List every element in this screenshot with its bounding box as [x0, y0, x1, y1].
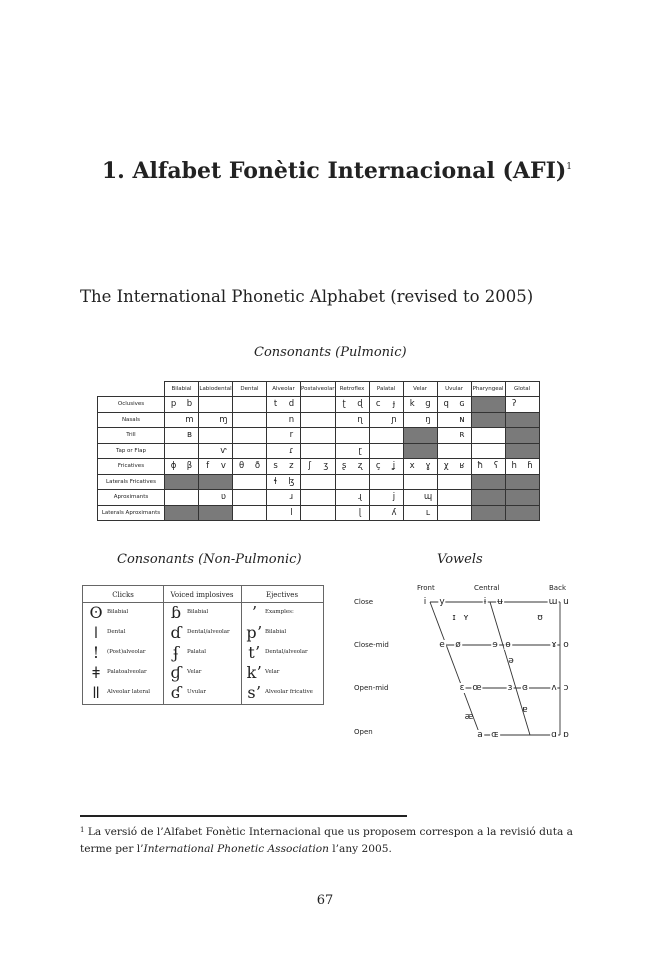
pulmonic-row-label: Laterals Aproximants [98, 505, 165, 521]
consonant-cell [335, 505, 369, 521]
impossible-articulation-cell [471, 397, 505, 413]
nonpulmonic-label: Bilabial [265, 629, 287, 635]
consonant-cell [199, 412, 233, 428]
consonant-symbol: ɮ [288, 476, 295, 487]
nonpulmonic-column [83, 586, 164, 704]
consonant-symbol: ɱ [219, 414, 228, 425]
consonant-symbol: ɲ [391, 414, 397, 425]
impossible-articulation-cell [471, 505, 505, 521]
footnote-text-end: l’any 2005. [328, 843, 392, 855]
chapter-footnote-mark: 1 [566, 162, 572, 172]
consonant-cell [233, 459, 267, 475]
nonpulmonic-symbol: kʼ [246, 663, 262, 682]
nonpulmonic-symbol: ʄ [173, 643, 179, 662]
nonpulmonic-column-header: Clicks [83, 586, 163, 603]
consonant-symbol: k [409, 399, 415, 410]
consonant-cell [267, 505, 301, 521]
pulmonic-row-label: Laterals Fricatives [98, 474, 165, 490]
consonant-symbol: ɬ [273, 476, 278, 487]
nonpulmonic-symbol: ʼ [251, 603, 257, 622]
consonant-cell [267, 412, 301, 428]
consonant-cell [301, 412, 336, 428]
nonpulmonic-column-header: Ejectives [241, 586, 323, 603]
consonant-cell [233, 505, 267, 521]
footnote [80, 824, 573, 858]
nonpulmonic-label: Velar [265, 669, 280, 675]
consonant-cell [437, 428, 471, 444]
pulmonic-row [98, 397, 540, 413]
impossible-articulation-cell [165, 474, 199, 490]
consonant-cell [233, 474, 267, 490]
vowel-chart [350, 580, 580, 740]
consonant-symbol: ɟ [392, 399, 396, 410]
pulmonic-col-header: Retroflex [335, 382, 369, 397]
consonant-symbol: ʐ [357, 461, 363, 472]
consonant-symbol: ʟ [425, 507, 431, 518]
nonpulmonic-symbol: ɠ [170, 663, 182, 682]
consonant-cell [267, 490, 301, 506]
nonpulmonic-label: Bilabial [187, 609, 209, 615]
consonant-cell [369, 397, 403, 413]
nonpulmonic-column-header: Voiced implosives [163, 586, 241, 603]
consonant-cell [301, 428, 336, 444]
consonant-cell [437, 474, 471, 490]
nonpulmonic-row [241, 683, 323, 703]
consonant-cell [437, 490, 471, 506]
consonant-cell [505, 397, 539, 413]
nonpulmonic-symbol: ʛ [170, 683, 182, 702]
consonant-cell [403, 474, 437, 490]
footnote-italic: International Phonetic Association [143, 843, 329, 855]
pulmonic-corner [98, 382, 165, 397]
consonant-symbol: ɣ [425, 461, 431, 472]
nonpulmonic-label: Palatoalveolar [107, 669, 147, 675]
consonant-cell [199, 397, 233, 413]
nonpulmonic-row [163, 623, 241, 643]
consonant-cell [369, 459, 403, 475]
vowel-symbol: ɵ [505, 640, 511, 650]
consonant-symbol: j [392, 492, 396, 503]
consonant-cell [505, 459, 539, 475]
consonant-cell [437, 459, 471, 475]
impossible-articulation-cell [505, 443, 539, 459]
pulmonic-row [98, 505, 540, 521]
consonant-cell [267, 459, 301, 475]
consonant-cell [335, 474, 369, 490]
vowel-symbol: ʊ [537, 613, 543, 623]
nonpulmonic-column [163, 586, 242, 704]
consonant-cell [233, 443, 267, 459]
consonant-cell [199, 428, 233, 444]
consonant-symbol: h [511, 461, 517, 472]
consonant-cell [301, 505, 336, 521]
pulmonic-col-header: Postalveolar [301, 382, 336, 397]
consonant-symbol: ç [375, 461, 381, 472]
vowel-row-close: Close [354, 598, 374, 606]
vowel-symbol: ə [508, 656, 514, 666]
consonant-cell [437, 412, 471, 428]
nonpulmonic-label: (Post)alveolar [107, 649, 146, 655]
consonant-symbol: ʈ [342, 399, 346, 410]
vowel-symbol: ɨ [483, 597, 487, 607]
vowel-symbol: ɔ [563, 683, 569, 693]
consonant-cell [233, 397, 267, 413]
vowel-col-central: Central [474, 584, 500, 592]
consonant-symbol: ɖ [357, 399, 363, 410]
consonant-symbol: θ [238, 461, 245, 472]
impossible-articulation-cell [471, 474, 505, 490]
impossible-articulation-cell [403, 428, 437, 444]
vowel-symbol: ɤ [551, 640, 557, 650]
impossible-articulation-cell [505, 474, 539, 490]
vowel-symbol: ɛ [459, 683, 465, 693]
consonant-cell [199, 490, 233, 506]
consonant-cell [267, 474, 301, 490]
consonant-cell [233, 490, 267, 506]
consonant-symbol: ɢ [459, 399, 465, 410]
pulmonic-row [98, 443, 540, 459]
consonant-symbol: ʙ [186, 430, 192, 441]
nonpulmonic-label: Dental [107, 629, 126, 635]
pulmonic-row [98, 490, 540, 506]
nonpulmonic-label: Bilabial [107, 609, 129, 615]
pulmonic-col-header: Uvular [437, 382, 471, 397]
page-number: 67 [316, 893, 334, 908]
nonpulmonic-row [83, 683, 163, 703]
nonpulmonic-label: Examples: [265, 609, 294, 615]
consonant-cell [335, 397, 369, 413]
consonant-cell [369, 412, 403, 428]
nonpulmonic-label: Velar [187, 669, 202, 675]
consonant-symbol: ʒ [323, 461, 329, 472]
vowel-symbol: ɑ [551, 730, 557, 740]
nonpulmonic-symbol: ʘ [89, 603, 103, 622]
consonant-cell [335, 459, 369, 475]
consonant-symbol: m [185, 414, 194, 425]
consonant-cell [301, 443, 336, 459]
nonpulmonic-row [83, 603, 163, 623]
consonant-cell [199, 443, 233, 459]
consonant-symbol: ʋ [220, 492, 226, 503]
nonpulmonic-row [163, 603, 241, 623]
consonant-symbol: ʂ [341, 461, 347, 472]
consonant-symbol: b [186, 399, 193, 410]
vowel-symbol: ɪ [452, 613, 456, 623]
consonant-symbol: ŋ [425, 414, 431, 425]
impossible-articulation-cell [505, 412, 539, 428]
pulmonic-col-header: Alveolar [267, 382, 301, 397]
consonant-cell [403, 490, 437, 506]
consonant-symbol: ħ [477, 461, 484, 472]
impossible-articulation-cell [505, 428, 539, 444]
consonant-cell [165, 490, 199, 506]
nonpulmonic-label: Dental/alveolar [187, 629, 230, 635]
footnote-mark: 1 [80, 826, 85, 834]
consonant-cell [301, 490, 336, 506]
consonant-symbol: ð [254, 461, 261, 472]
consonant-cell [369, 443, 403, 459]
vowel-symbol: ʌ [551, 683, 557, 693]
consonant-cell [301, 397, 336, 413]
pulmonic-row [98, 412, 540, 428]
vowel-symbol: ɒ [563, 730, 569, 740]
nonpulmonic-row [83, 663, 163, 683]
nonpulmonic-symbol: pʼ [246, 623, 262, 642]
consonant-symbol: q [443, 399, 449, 410]
consonant-symbol: v [220, 461, 226, 472]
consonant-symbol: x [409, 461, 415, 472]
consonant-symbol: χ [443, 461, 449, 472]
consonant-symbol: ɻ [358, 492, 362, 503]
vowel-col-front: Front [417, 584, 435, 592]
consonant-cell [199, 459, 233, 475]
consonant-symbol: n [288, 414, 295, 425]
consonant-cell [437, 397, 471, 413]
nonpulmonic-label: Alveolar lateral [107, 689, 150, 695]
pulmonic-col-header: Bilabial [165, 382, 199, 397]
consonant-cell [369, 490, 403, 506]
consonant-symbol: ɡ [425, 399, 431, 410]
consonant-cell [403, 459, 437, 475]
consonant-symbol: t [273, 399, 278, 410]
vowel-symbol: u [563, 597, 569, 607]
nonpulmonic-row [163, 643, 241, 663]
consonant-symbol: s [273, 461, 278, 472]
consonant-cell [165, 412, 199, 428]
chapter-title-text: 1. Alfabet Fonètic Internacional (AFI) [101, 158, 567, 184]
impossible-articulation-cell [505, 505, 539, 521]
nonpulmonic-symbol: ǁ [92, 683, 100, 702]
impossible-articulation-cell [505, 490, 539, 506]
pulmonic-row-label: Tap or Flap [98, 443, 165, 459]
vowel-col-back: Back [549, 584, 566, 592]
vowel-symbol: ɜ [507, 683, 513, 693]
pulmonic-row-label: Oclusives [98, 397, 165, 413]
consonant-symbol: ɰ [423, 492, 433, 503]
consonant-symbol: ʝ [392, 461, 396, 472]
nonpulmonic-symbol: sʼ [247, 683, 261, 702]
consonant-symbol: ɸ [170, 461, 177, 472]
pulmonic-col-header: Pharyngeal [471, 382, 505, 397]
pulmonic-col-header: Glotal [505, 382, 539, 397]
vowel-symbol: e [439, 640, 445, 650]
consonant-cell [471, 459, 505, 475]
nonpulmonic-label: Alveolar fricative [265, 689, 313, 695]
consonant-cell [335, 412, 369, 428]
nonpulmonic-row [163, 683, 241, 703]
pulmonic-row-label: Aproximants [98, 490, 165, 506]
consonant-cell [471, 428, 505, 444]
nonpulmonic-label: Uvular [187, 689, 206, 695]
consonant-symbol: ɳ [357, 414, 363, 425]
consonant-cell [267, 443, 301, 459]
vowel-row-open: Open [354, 728, 373, 736]
consonant-cell [437, 505, 471, 521]
consonant-symbol: f [206, 461, 210, 472]
vowel-row-open-mid: Open-mid [354, 684, 389, 692]
pulmonic-row-label: Nasals [98, 412, 165, 428]
nonpulmonic-table [82, 585, 324, 705]
vowel-symbol: ɞ [522, 683, 528, 693]
consonant-cell [233, 412, 267, 428]
consonant-cell [369, 505, 403, 521]
vowel-symbol: ʉ [497, 597, 503, 607]
consonant-cell [165, 397, 199, 413]
pulmonic-row-label: Trill [98, 428, 165, 444]
pulmonic-row-label: Fricatives [98, 459, 165, 475]
consonant-symbol: ɦ [527, 461, 533, 472]
consonant-cell [403, 412, 437, 428]
nonpulmonic-row [83, 643, 163, 663]
impossible-articulation-cell [403, 443, 437, 459]
nonpulmonic-label: Dental/alveolar [265, 649, 308, 655]
consonant-cell [267, 397, 301, 413]
consonant-symbol: l [290, 507, 293, 518]
ipa-heading: The International Phonetic Alphabet (revised to 2005) [80, 287, 534, 306]
nonpulmonic-label: Palatal [187, 649, 207, 655]
consonant-symbol: ɴ [459, 414, 465, 425]
consonant-symbol: ʎ [391, 507, 397, 518]
consonant-cell [369, 474, 403, 490]
consonant-symbol: p [170, 399, 177, 410]
pulmonic-row [98, 474, 540, 490]
consonant-symbol: ɹ [289, 492, 294, 503]
consonant-symbol: ʃ [308, 461, 312, 472]
consonant-symbol: ʁ [459, 461, 465, 472]
vowel-symbol: y [439, 597, 445, 607]
nonpulmonic-row [241, 623, 323, 643]
nonpulmonic-row [241, 643, 323, 663]
nonpulmonic-column [241, 586, 323, 704]
nonpulmonic-symbol: ǀ [93, 623, 99, 642]
nonpulmonic-row [163, 663, 241, 683]
consonant-symbol: r [289, 430, 294, 441]
vowel-symbol: æ [464, 712, 474, 722]
footnote-rule [80, 815, 407, 817]
vowel-symbol: a [477, 730, 483, 740]
nonpulmonic-symbol: ɗ [170, 623, 182, 642]
nonpulmonic-symbol: ! [92, 643, 100, 662]
nonpulmonic-row [83, 623, 163, 643]
consonant-symbol: z [289, 461, 294, 472]
pulmonic-col-header: Velar [403, 382, 437, 397]
vowel-symbol: œ [472, 683, 482, 693]
consonant-cell [165, 428, 199, 444]
pulmonic-col-header: Dental [233, 382, 267, 397]
vowel-symbol: ø [455, 640, 461, 650]
pulmonic-row [98, 428, 540, 444]
consonant-symbol: ɽ [358, 445, 362, 456]
consonant-cell [437, 443, 471, 459]
pulmonic-consonant-table [97, 381, 540, 521]
consonant-symbol: ʀ [459, 430, 465, 441]
impossible-articulation-cell [471, 412, 505, 428]
consonant-symbol: ʔ [511, 399, 517, 410]
consonant-cell [471, 443, 505, 459]
vowel-symbol: ɘ [492, 640, 498, 650]
nonpulmonic-symbol: ǂ [92, 663, 100, 682]
consonant-symbol: ɾ [289, 445, 294, 456]
consonant-symbol: ɭ [358, 507, 362, 518]
nonpulmonic-symbol: tʼ [248, 643, 260, 662]
consonant-cell [267, 428, 301, 444]
vowel-symbol: ɶ [491, 730, 499, 740]
consonant-symbol: c [375, 399, 381, 410]
consonant-cell [301, 474, 336, 490]
vowel-row-close-mid: Close-mid [354, 641, 389, 649]
vowel-symbol: o [563, 640, 569, 650]
pulmonic-header-row [98, 382, 540, 397]
nonpulmonic-heading: Consonants (Non-Pulmonic) [117, 552, 302, 567]
consonant-cell [403, 505, 437, 521]
vowel-symbol: ʏ [463, 613, 469, 623]
pulmonic-col-header: Labiodental [199, 382, 233, 397]
pulmonic-col-header: Palatal [369, 382, 403, 397]
consonant-cell [403, 397, 437, 413]
pulmonic-body [98, 397, 540, 521]
consonant-symbol: β [186, 461, 193, 472]
consonant-cell [335, 443, 369, 459]
nonpulmonic-row [241, 603, 323, 623]
consonant-symbol: ⱱ [220, 445, 227, 456]
nonpulmonic-symbol: ɓ [170, 603, 182, 622]
consonant-cell [335, 428, 369, 444]
consonant-cell [165, 443, 199, 459]
consonant-cell [301, 459, 336, 475]
consonant-cell [335, 490, 369, 506]
consonant-symbol: ʕ [493, 461, 499, 472]
vowel-symbol: ɯ [548, 597, 558, 607]
consonant-cell [369, 428, 403, 444]
vowel-symbol: ɐ [522, 705, 528, 715]
footnote-text: La versió de l’Alfabet Fonètic Internacional que us proposem correspon a la revisió duta a terme per l’ [80, 826, 573, 855]
chapter-title [0, 158, 572, 184]
impossible-articulation-cell [199, 474, 233, 490]
consonant-symbol: d [288, 399, 295, 410]
vowels-heading: Vowels [437, 552, 483, 567]
impossible-articulation-cell [199, 505, 233, 521]
nonpulmonic-row [241, 663, 323, 683]
impossible-articulation-cell [165, 505, 199, 521]
impossible-articulation-cell [471, 490, 505, 506]
consonant-cell [233, 428, 267, 444]
pulmonic-row [98, 459, 540, 475]
consonant-cell [165, 459, 199, 475]
pulmonic-heading: Consonants (Pulmonic) [254, 345, 407, 360]
vowel-symbol: i [423, 597, 427, 607]
